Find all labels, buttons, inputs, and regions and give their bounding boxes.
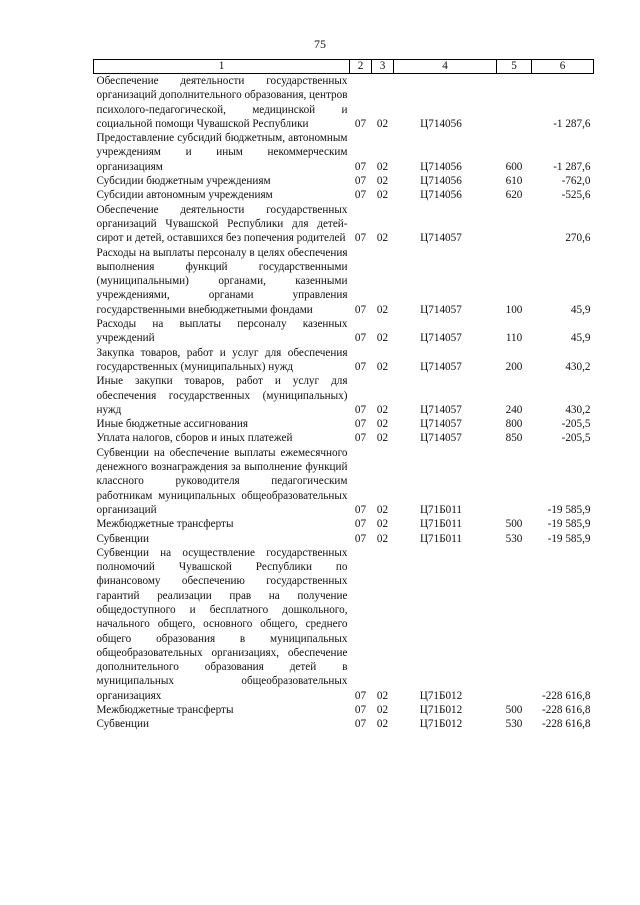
row-expense-type-cell: 610 bbox=[505, 175, 523, 188]
row-target-article-cell: Ц71Б011 bbox=[419, 532, 463, 545]
row-expense-type-cell: 850 bbox=[505, 432, 523, 445]
row-name-cell: Расходы на выплаты персоналу казенных учреждений bbox=[96, 318, 348, 345]
budget-table bbox=[93, 59, 594, 732]
row-subsection-cell: 02 bbox=[376, 532, 389, 545]
row-expense-type-cell bbox=[497, 546, 532, 703]
table-row bbox=[94, 446, 594, 517]
table-row bbox=[94, 417, 594, 431]
row-expense-type-cell bbox=[497, 203, 532, 246]
table-row bbox=[94, 703, 594, 717]
row-amount-cell: 430,2 bbox=[565, 360, 591, 373]
row-name-cell: Иные закупки товаров, работ и услуг для обеспечения государственных (муниципальных) нужд bbox=[96, 375, 348, 416]
row-section-cell: 07 bbox=[354, 403, 367, 416]
header-col-6: 6 bbox=[532, 60, 594, 74]
row-subsection-cell: 02 bbox=[376, 303, 389, 316]
row-subsection-cell: 02 bbox=[376, 117, 389, 130]
row-amount-cell: 45,9 bbox=[570, 303, 591, 316]
row-amount-cell: -525,6 bbox=[561, 189, 591, 202]
row-target-article-cell: Ц714056 bbox=[420, 160, 462, 173]
row-subsection-cell: 02 bbox=[376, 704, 389, 717]
table-row bbox=[94, 74, 594, 132]
row-name-cell: Расходы на выплаты персоналу в целях обеспечения выполнения функций государственными (муниципальными) органами, казенными учреждениями, органами управления государственными внебюджетными фондами bbox=[96, 246, 348, 316]
table-row bbox=[94, 546, 594, 703]
row-target-article-cell: Ц714057 bbox=[420, 418, 462, 431]
table-row bbox=[94, 517, 594, 531]
row-amount-cell: -228 616,8 bbox=[542, 704, 591, 717]
row-amount-cell: -228 616,8 bbox=[542, 718, 591, 731]
row-subsection-cell: 02 bbox=[376, 360, 389, 373]
table-row bbox=[94, 174, 594, 188]
row-section-cell: 07 bbox=[354, 332, 367, 345]
row-target-article-cell: Ц71Б012 bbox=[419, 704, 463, 717]
row-section-cell: 07 bbox=[354, 360, 367, 373]
row-subsection-cell: 02 bbox=[376, 189, 389, 202]
row-subsection-cell: 02 bbox=[376, 518, 389, 531]
row-expense-type-cell: 530 bbox=[505, 718, 523, 731]
row-section-cell: 07 bbox=[354, 303, 367, 316]
row-expense-type-cell: 530 bbox=[505, 532, 523, 545]
header-col-4: 4 bbox=[394, 60, 497, 74]
row-subsection-cell: 02 bbox=[376, 689, 389, 702]
row-target-article-cell: Ц71Б012 bbox=[419, 718, 463, 731]
row-name-cell: Субвенции на осуществление государственных полномочий Чувашской Республики по финансовому обеспечению государственных гарантий реализации прав на получение общедоступного и бесплатного дошкольного, начального общего, основного общего, среднего общего образования в муниципальных общеобразовательных организациях, обеспечение дополнительного образования детей в муниципальных общеобразовательных организациях bbox=[96, 546, 348, 702]
row-section-cell: 07 bbox=[354, 503, 367, 516]
row-name-cell: Субсидии автономным учреждениям bbox=[96, 189, 273, 202]
row-expense-type-cell: 600 bbox=[505, 160, 523, 173]
table-row bbox=[94, 188, 594, 202]
row-subsection-cell: 02 bbox=[376, 175, 389, 188]
row-name-cell: Субвенции bbox=[96, 718, 149, 731]
row-amount-cell: -1 287,6 bbox=[553, 160, 591, 173]
row-subsection-cell: 02 bbox=[376, 403, 389, 416]
row-target-article-cell: Ц71Б011 bbox=[419, 518, 463, 531]
row-amount-cell: -205,5 bbox=[561, 418, 591, 431]
row-expense-type-cell: 500 bbox=[505, 704, 523, 717]
row-name-cell: Уплата налогов, сборов и иных платежей bbox=[96, 432, 293, 445]
row-name-cell: Субвенции bbox=[96, 532, 149, 545]
row-expense-type-cell: 100 bbox=[505, 303, 523, 316]
row-section-cell: 07 bbox=[354, 232, 367, 245]
header-col-3: 3 bbox=[372, 60, 394, 74]
row-name-cell: Межбюджетные трансферты bbox=[96, 704, 234, 717]
row-section-cell: 07 bbox=[354, 175, 367, 188]
table-row bbox=[94, 317, 594, 346]
row-target-article-cell: Ц714057 bbox=[420, 303, 462, 316]
row-section-cell: 07 bbox=[354, 518, 367, 531]
row-subsection-cell: 02 bbox=[376, 432, 389, 445]
row-subsection-cell: 02 bbox=[376, 718, 389, 731]
row-subsection-cell: 02 bbox=[376, 503, 389, 516]
row-section-cell: 07 bbox=[354, 117, 367, 130]
row-expense-type-cell bbox=[497, 74, 532, 132]
row-target-article-cell: Ц714056 bbox=[420, 175, 462, 188]
row-amount-cell: -762,0 bbox=[561, 175, 591, 188]
row-name-cell: Субвенции на обеспечение выплаты ежемесячного денежного вознаграждения за выполнение функций классного руководителя педагогическим работникам муниципальных общеобразовательных организаций bbox=[96, 446, 348, 516]
row-target-article-cell: Ц714056 bbox=[420, 189, 462, 202]
row-subsection-cell: 02 bbox=[376, 332, 389, 345]
row-expense-type-cell: 110 bbox=[505, 332, 523, 345]
row-amount-cell: -19 585,9 bbox=[547, 503, 591, 516]
row-expense-type-cell: 620 bbox=[505, 189, 523, 202]
table-header-row bbox=[94, 60, 594, 74]
table-row bbox=[94, 374, 594, 417]
row-name-cell: Субсидии бюджетным учреждениям bbox=[96, 175, 271, 188]
row-section-cell: 07 bbox=[354, 418, 367, 431]
row-name-cell: Обеспечение деятельности государственных организаций дополнительного образования, центров психолого-педагогической, медицинской и социальной помощи Чувашской Республики bbox=[96, 75, 348, 130]
row-name-cell: Обеспечение деятельности государственных организаций Чувашской Республики для детей-сирот и детей, оставшихся без попечения родителей bbox=[96, 203, 348, 245]
table-row bbox=[94, 131, 594, 174]
row-section-cell: 07 bbox=[354, 689, 367, 702]
row-subsection-cell: 02 bbox=[376, 160, 389, 173]
row-section-cell: 07 bbox=[354, 704, 367, 717]
table-row bbox=[94, 203, 594, 246]
header-col-5: 5 bbox=[497, 60, 532, 74]
row-target-article-cell: Ц714056 bbox=[420, 117, 462, 130]
row-expense-type-cell: 240 bbox=[505, 403, 523, 416]
row-target-article-cell: Ц714057 bbox=[420, 432, 462, 445]
row-subsection-cell: 02 bbox=[376, 232, 389, 245]
page-number: 75 bbox=[314, 37, 326, 51]
row-amount-cell: 270,6 bbox=[565, 232, 591, 245]
row-target-article-cell: Ц714057 bbox=[420, 403, 462, 416]
row-name-cell: Закупка товаров, работ и услуг для обеспечения государственных (муниципальных) нужд bbox=[96, 346, 348, 373]
table-row bbox=[94, 717, 594, 731]
row-amount-cell: 45,9 bbox=[570, 332, 591, 345]
header-col-1: 1 bbox=[94, 60, 350, 74]
budget-table-body bbox=[94, 74, 594, 732]
table-row bbox=[94, 346, 594, 375]
row-amount-cell: -19 585,9 bbox=[547, 518, 591, 531]
row-expense-type-cell: 500 bbox=[505, 518, 523, 531]
row-name-cell: Предоставление субсидий бюджетным, автономным учреждениям и иным некоммерческим организациям bbox=[96, 132, 348, 173]
row-subsection-cell: 02 bbox=[376, 418, 389, 431]
row-expense-type-cell: 800 bbox=[505, 418, 523, 431]
row-amount-cell: 430,2 bbox=[565, 403, 591, 416]
row-amount-cell: -228 616,8 bbox=[542, 689, 591, 702]
row-name-cell: Иные бюджетные ассигнования bbox=[96, 418, 248, 431]
row-section-cell: 07 bbox=[354, 532, 367, 545]
row-amount-cell: -1 287,6 bbox=[553, 117, 591, 130]
row-amount-cell: -205,5 bbox=[561, 432, 591, 445]
row-section-cell: 07 bbox=[354, 432, 367, 445]
row-section-cell: 07 bbox=[354, 160, 367, 173]
table-row bbox=[94, 431, 594, 445]
row-target-article-cell: Ц714057 bbox=[420, 360, 462, 373]
header-col-2: 2 bbox=[350, 60, 372, 74]
table-row bbox=[94, 246, 594, 317]
row-amount-cell: -19 585,9 bbox=[547, 532, 591, 545]
row-expense-type-cell: 200 bbox=[505, 360, 523, 373]
row-target-article-cell: Ц714057 bbox=[420, 232, 462, 245]
table-row bbox=[94, 532, 594, 546]
row-target-article-cell: Ц71Б012 bbox=[419, 689, 463, 702]
row-target-article-cell: Ц71Б011 bbox=[419, 503, 463, 516]
row-target-article-cell: Ц714057 bbox=[420, 332, 462, 345]
row-section-cell: 07 bbox=[354, 718, 367, 731]
row-name-cell: Межбюджетные трансферты bbox=[96, 518, 234, 531]
row-section-cell: 07 bbox=[354, 189, 367, 202]
row-expense-type-cell bbox=[497, 446, 532, 517]
